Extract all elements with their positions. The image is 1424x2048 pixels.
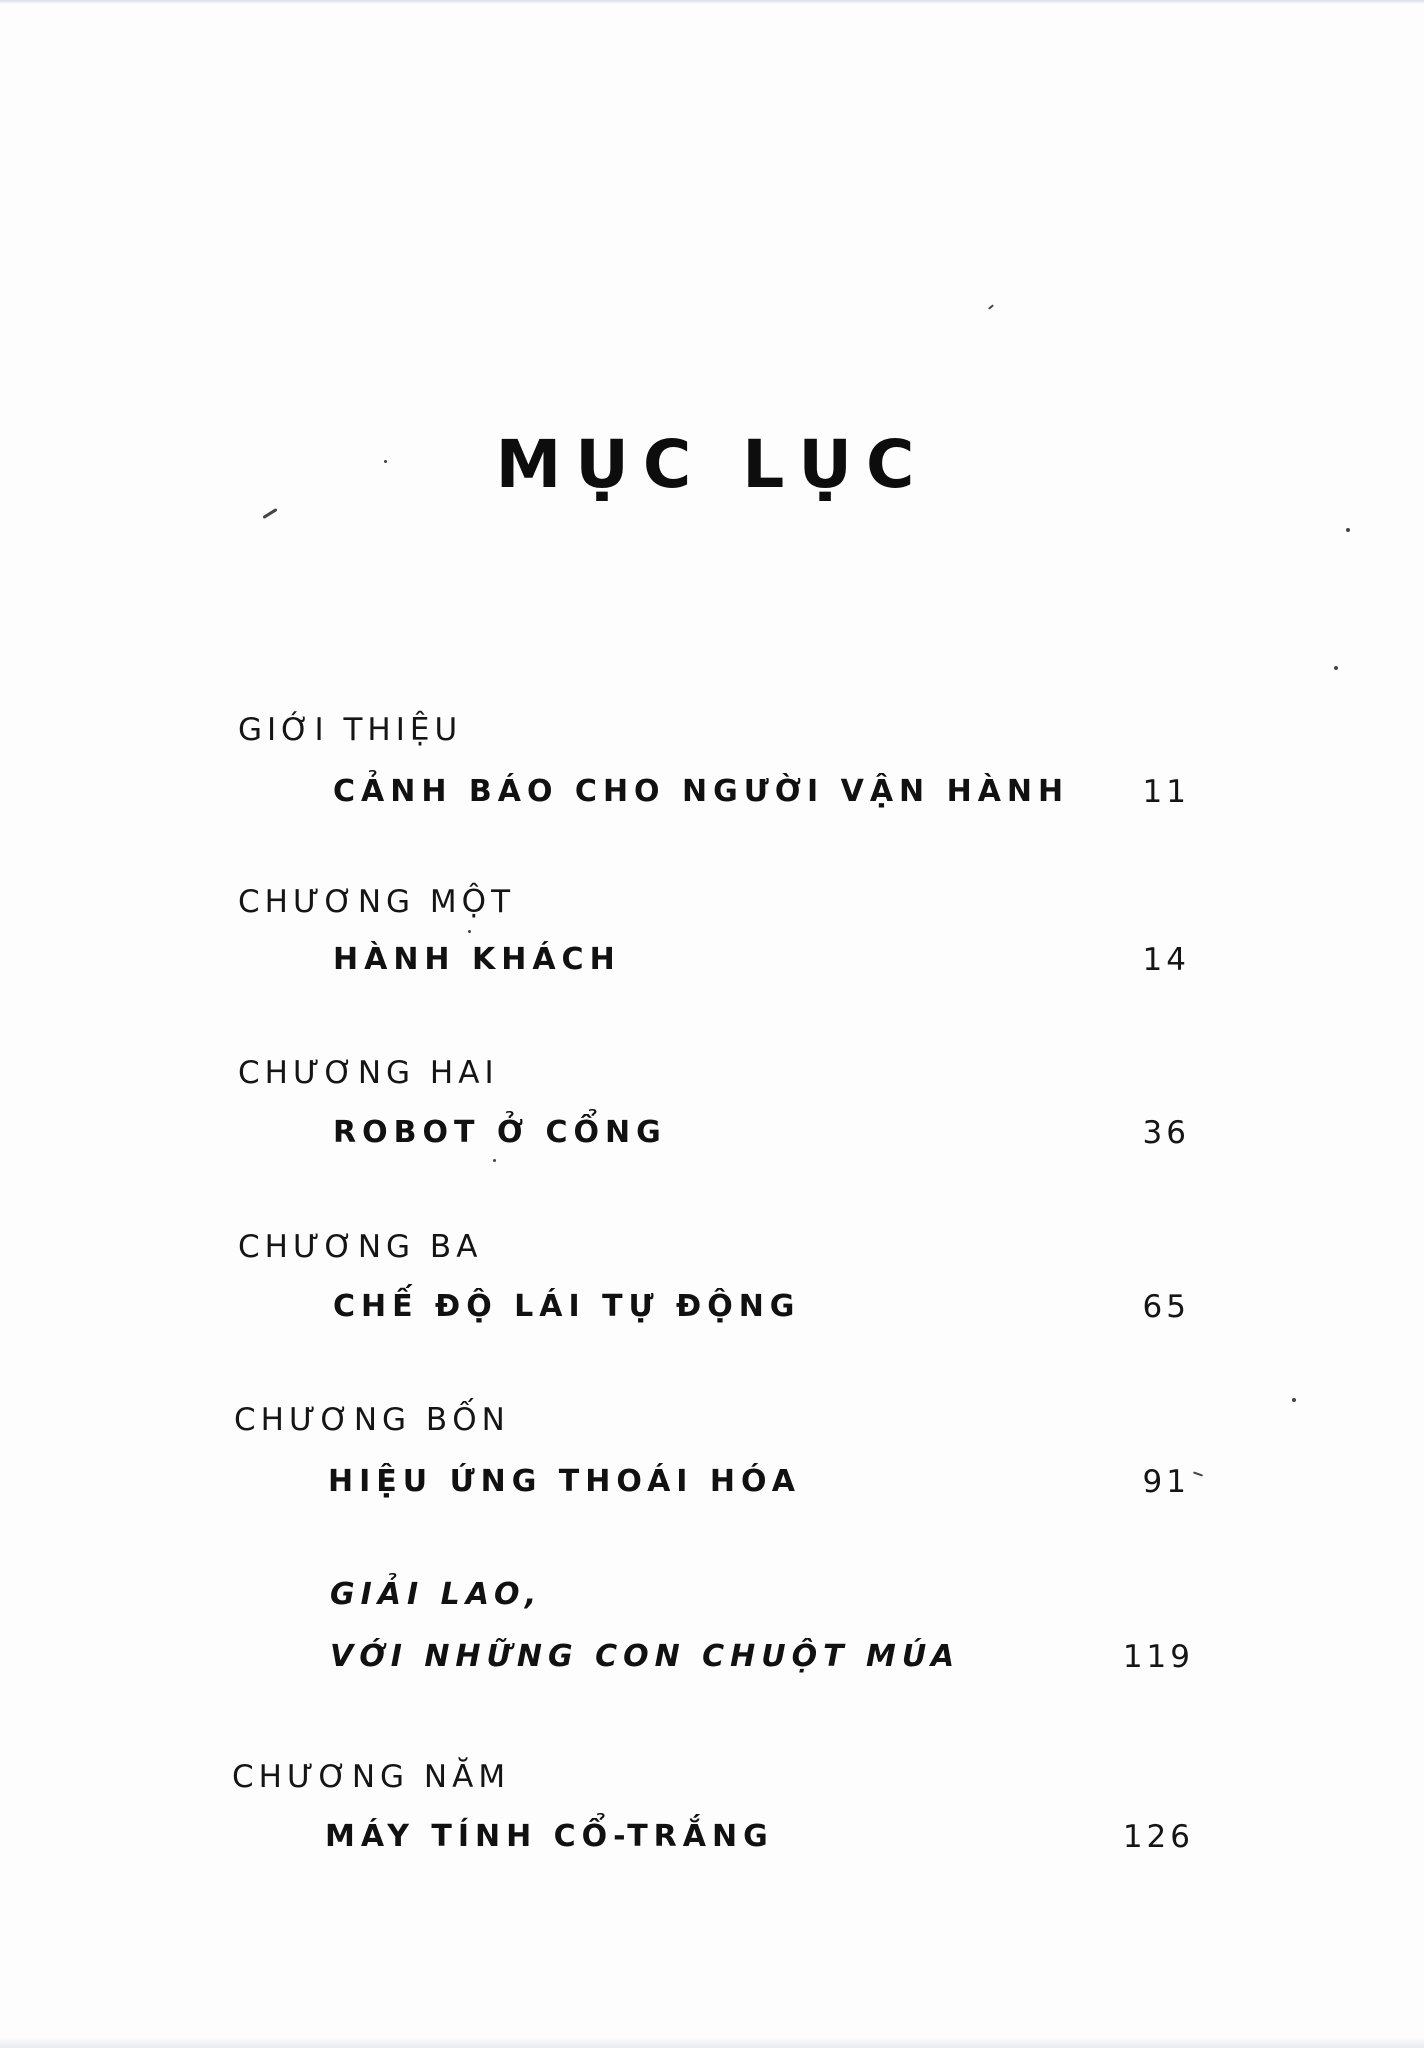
chapter-label: CHƯƠNG MỘT — [238, 884, 516, 920]
chapter-label: CHƯƠNG BỐN — [234, 1402, 510, 1438]
page-number: 119 — [1122, 1639, 1194, 1675]
page-number: 126 — [1122, 1819, 1194, 1855]
scan-mark — [988, 304, 994, 309]
entry-title: ROBOT Ở CỔNG — [333, 1115, 667, 1150]
chapter-label: CHƯƠNG BA — [238, 1229, 483, 1265]
entry-title: HIỆU ỨNG THOÁI HÓA — [328, 1464, 801, 1499]
interlude-title-line2: VỚI NHỮNG CON CHUỘT MÚA — [330, 1639, 961, 1674]
page-number: 11 — [1142, 774, 1190, 810]
scan-speck — [1334, 666, 1338, 670]
scan-speck — [1346, 528, 1350, 532]
entry-title: MÁY TÍNH CỔ-TRẮNG — [325, 1819, 774, 1854]
scan-mark — [1193, 1471, 1203, 1476]
scan-speck — [1292, 1398, 1296, 1402]
scan-speck — [384, 460, 387, 463]
scan-edge-top — [0, 0, 1424, 4]
scan-edge-bottom — [0, 2038, 1424, 2048]
page-number: 36 — [1142, 1115, 1190, 1151]
chapter-label: CHƯƠNG HAI — [238, 1055, 499, 1091]
chapter-label: CHƯƠNG NĂM — [232, 1759, 511, 1795]
scan-mark — [262, 508, 277, 519]
page-title: MỤC LỤC — [495, 426, 929, 503]
page-number: 65 — [1142, 1289, 1190, 1325]
page-number: 14 — [1142, 942, 1190, 978]
chapter-label: GIỚI THIỆU — [238, 712, 463, 748]
entry-title: HÀNH KHÁCH — [333, 942, 621, 977]
entry-title: CẢNH BÁO CHO NGƯỜI VẬN HÀNH — [333, 774, 1070, 809]
entry-title: CHẾ ĐỘ LÁI TỰ ĐỘNG — [333, 1289, 801, 1324]
scan-speck — [468, 930, 471, 933]
page-number: 91 — [1142, 1464, 1190, 1500]
scan-speck — [493, 1159, 496, 1162]
interlude-title-line1: GIẢI LAO, — [330, 1577, 543, 1612]
